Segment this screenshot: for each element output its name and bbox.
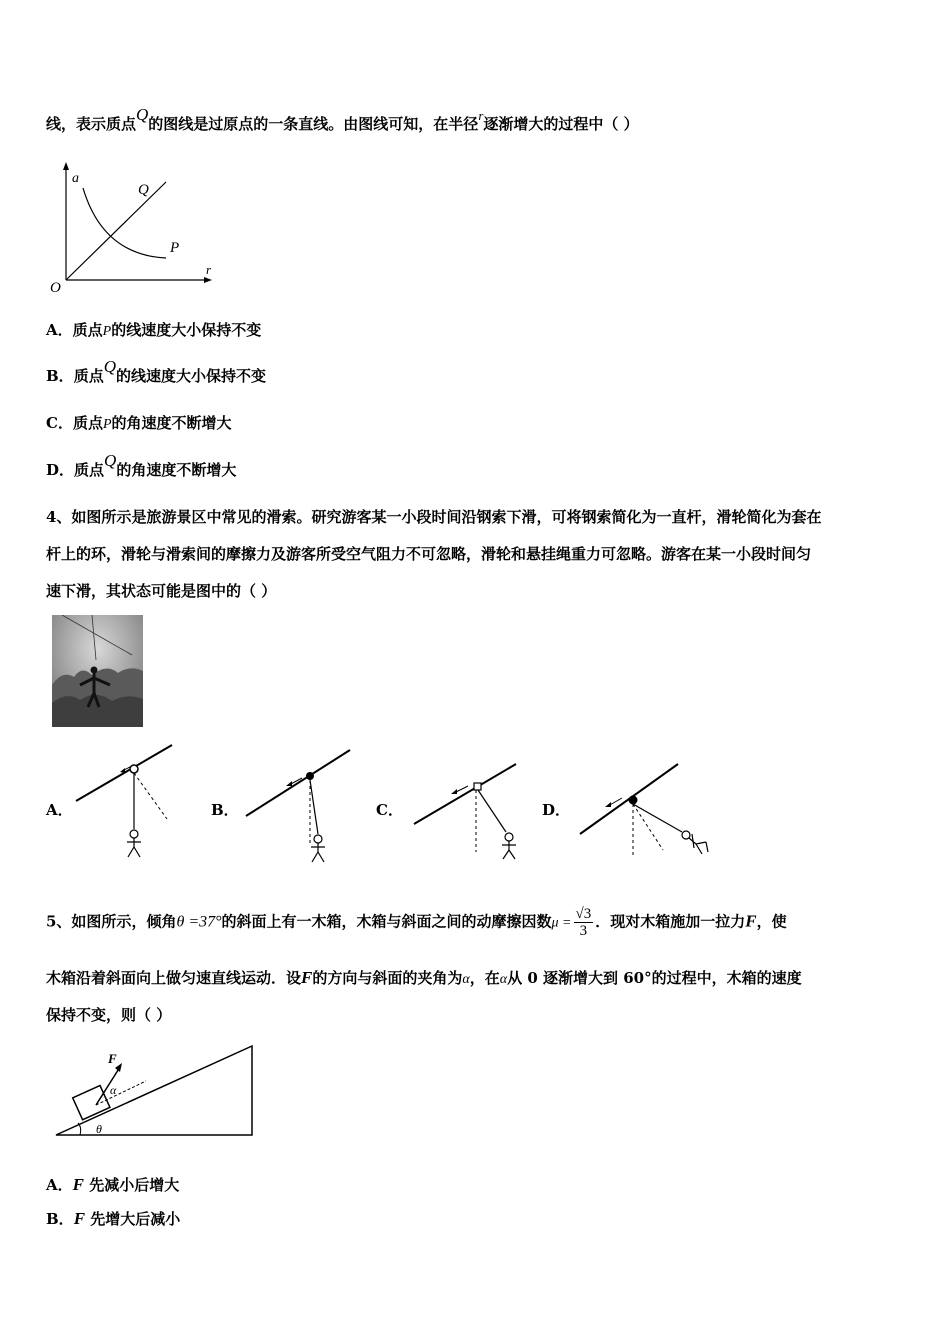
- zipline-photo: [52, 615, 143, 727]
- var-q: Q: [136, 105, 149, 124]
- incline: [56, 1046, 252, 1135]
- q5-option-a: A．F 先减小后增大: [46, 1175, 180, 1194]
- q4-option-c-label: C．: [376, 801, 403, 819]
- p-label: P: [170, 240, 180, 256]
- q-line: [66, 182, 166, 280]
- mu-fraction: $\frac{√3}{3}$: [575, 906, 592, 939]
- theta-value: θ =37°: [176, 913, 222, 931]
- q5-stem-line3: 保持不变，则（ ）: [46, 1006, 172, 1024]
- q3-option-c: C．质点P的角速度不断增大: [46, 414, 232, 432]
- q3-option-b: B．质点Q的线速度大小保持不变: [46, 357, 266, 385]
- alpha-label: α: [110, 1083, 117, 1097]
- q5-option-b: B．F 先增大后减小: [46, 1209, 181, 1228]
- y-axis-arrow: [63, 162, 69, 170]
- q4-option-b-figure: [244, 748, 356, 866]
- q3-stem: 线，表示质点Q的图线是过原点的一条直线。由图线可知，在半径r逐渐增大的过程中（ ）: [46, 105, 639, 133]
- force-label: F: [108, 1051, 117, 1066]
- q4-option-d-label: D．: [542, 801, 571, 819]
- q5-incline-figure: [52, 1043, 257, 1140]
- var-r: r: [478, 108, 484, 123]
- q4-stem-line2: 杆上的环，滑轮与滑索间的摩擦力及游客所受空气阻力不可忽略，滑轮和悬挂绳重力可忽略。游客在某一小段时间匀: [46, 545, 812, 563]
- q3-graph-figure: [48, 160, 223, 295]
- x-axis-arrow: [204, 277, 212, 283]
- theta-label: θ: [96, 1122, 102, 1136]
- origin-label: O: [50, 280, 61, 295]
- x-axis-label: r: [206, 262, 212, 277]
- q5-stem-line1: 5、如图所示，倾角θ =37°的斜面上有一木箱，木箱与斜面之间的动摩擦因数μ = $\frac{√3}{3}$ ．现对木箱施加一拉力F，使: [46, 906, 787, 939]
- q4-stem-line3: 速下滑，其状态可能是图中的（ ）: [46, 582, 277, 600]
- q4-option-d-figure: [578, 762, 718, 862]
- y-axis-label: a: [72, 171, 79, 186]
- q-label: Q: [138, 182, 149, 198]
- mu-symbol: μ =: [551, 915, 572, 931]
- q3-option-d: D．质点Q的角速度不断增大: [46, 451, 237, 479]
- q3-option-a: A．质点P的线速度大小保持不变: [46, 321, 262, 339]
- q4-option-c-figure: [412, 762, 522, 862]
- q4-option-a-figure: [72, 743, 182, 863]
- q4-option-a-label: A．: [46, 801, 73, 819]
- q4-option-b-label: B．: [211, 801, 239, 819]
- q4-stem-line1: 4、如图所示是旅游景区中常见的滑索。研究游客某一小段时间沿钢索下滑，可将钢索简化为一直杆，滑轮简化为套在: [46, 508, 822, 526]
- q5-stem-line2: 木箱沿着斜面向上做匀速直线运动．设F的方向与斜面的夹角为α，在α从 0 逐渐增大到 60°的过程中，木箱的速度: [46, 968, 802, 987]
